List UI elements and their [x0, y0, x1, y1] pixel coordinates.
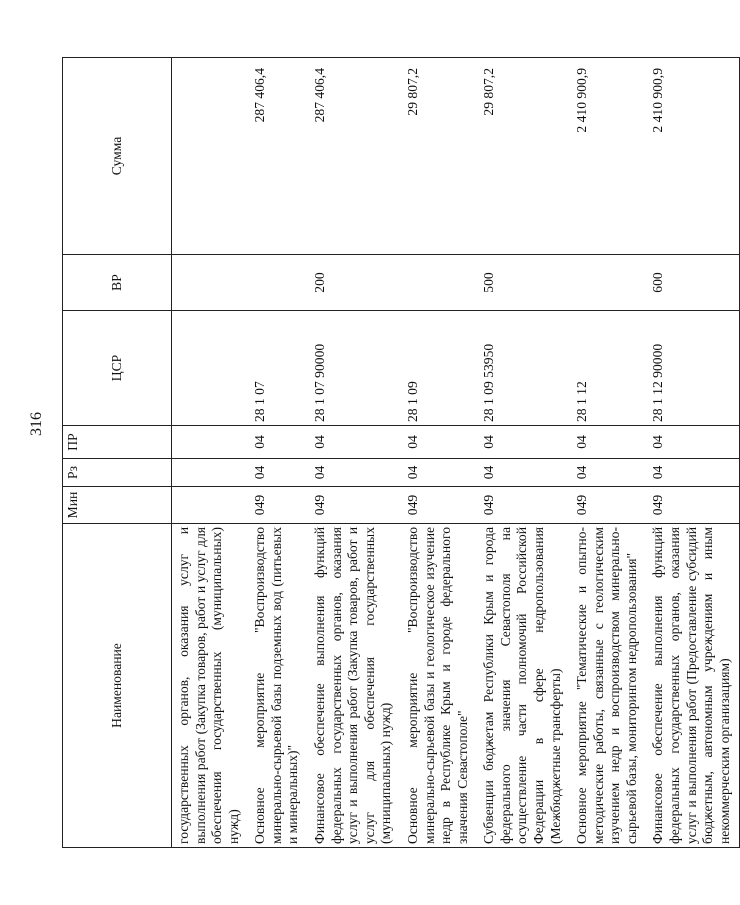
header-sum: Сумма	[63, 58, 172, 255]
header-vr: ВР	[63, 255, 172, 311]
header-pr: ПР	[63, 426, 172, 459]
row-vr	[172, 255, 249, 311]
row-name: государственных органов, оказания услуг и выполнения работ (Закупка товаров, работ и услуг для обеспечения государственных (муниципальных) нужд)	[172, 524, 249, 848]
row-vr: 500	[477, 255, 570, 311]
row-min: 049	[308, 487, 401, 524]
row-name: Субвенции бюджетам Республики Крым и города федерального значения Севастополя на осуществление части полномочий Российской Федерации в сфере недропользования (Межбюджетные трансферты)	[477, 524, 570, 848]
row-vr	[248, 255, 308, 311]
row-sum: 2 410 900,9	[646, 58, 739, 255]
row-name: Финансовое обеспечение выполнения функций федеральных государственных органов, оказания услуг и выполнения работ (Предоставление субсидий бюджетным, автономным учреждениям и иным некоммерческим организациям)	[646, 524, 739, 848]
row-pr: 04	[401, 426, 477, 459]
row-vr	[570, 255, 646, 311]
row-rz: 04	[401, 459, 477, 487]
row-min: 049	[570, 487, 646, 524]
budget-table-container	[62, 58, 732, 848]
row-rz: 04	[248, 459, 308, 487]
table-row	[477, 58, 570, 848]
row-name: Основное мероприятие "Воспроизводство минерально-сырьевой базы и геологическое изучение недр в Республике Крым и городе федерального значения Севастополе"	[401, 524, 477, 848]
row-min: 049	[477, 487, 570, 524]
row-csr: 28 1 12 90000	[646, 311, 739, 426]
table-row	[570, 58, 646, 848]
row-name: Основное мероприятие "Тематические и опытно-методические работы, связанные с геологическим изучением недр и воспроизводством минерально-сырьевой базы, мониторингом недропользования"	[570, 524, 646, 848]
row-sum: 29 807,2	[401, 58, 477, 255]
row-rz: 04	[646, 459, 739, 487]
row-name: Финансовое обеспечение выполнения функций федеральных государственных органов, оказания услуг и выполнения работ (Закупка товаров, работ и услуг для обеспечения государственных (муниципальных) нужд)	[308, 524, 401, 848]
row-min: 049	[401, 487, 477, 524]
row-rz	[172, 459, 249, 487]
row-min: 049	[248, 487, 308, 524]
budget-table	[62, 57, 740, 848]
row-csr	[172, 311, 249, 426]
table-row	[646, 58, 739, 848]
row-pr: 04	[646, 426, 739, 459]
row-csr: 28 1 09 53950	[477, 311, 570, 426]
row-csr: 28 1 12	[570, 311, 646, 426]
row-sum: 287 406,4	[248, 58, 308, 255]
row-vr	[401, 255, 477, 311]
header-csr: ЦСР	[63, 311, 172, 426]
row-vr: 600	[646, 255, 739, 311]
header-min: Мин	[63, 487, 172, 524]
row-sum: 29 807,2	[477, 58, 570, 255]
row-rz: 04	[477, 459, 570, 487]
row-sum: 287 406,4	[308, 58, 401, 255]
row-csr: 28 1 07 90000	[308, 311, 401, 426]
row-min	[172, 487, 249, 524]
row-pr: 04	[308, 426, 401, 459]
table-row	[172, 58, 249, 848]
row-sum: 2 410 900,9	[570, 58, 646, 255]
page-number: 316	[28, 412, 45, 436]
row-sum	[172, 58, 249, 255]
table-row	[308, 58, 401, 848]
row-pr: 04	[248, 426, 308, 459]
row-pr: 04	[570, 426, 646, 459]
table-row	[248, 58, 308, 848]
row-min: 049	[646, 487, 739, 524]
header-name: Наименование	[63, 524, 172, 848]
row-pr: 04	[477, 426, 570, 459]
row-csr: 28 1 09	[401, 311, 477, 426]
row-name: Основное мероприятие "Воспроизводство минерально-сырьевой базы подземных вод (питьевых и минеральных)"	[248, 524, 308, 848]
header-rz: Рз	[63, 459, 172, 487]
row-vr: 200	[308, 255, 401, 311]
table-row	[401, 58, 477, 848]
row-rz: 04	[308, 459, 401, 487]
row-pr	[172, 426, 249, 459]
row-csr: 28 1 07	[248, 311, 308, 426]
table-header-row	[63, 58, 172, 848]
row-rz: 04	[570, 459, 646, 487]
